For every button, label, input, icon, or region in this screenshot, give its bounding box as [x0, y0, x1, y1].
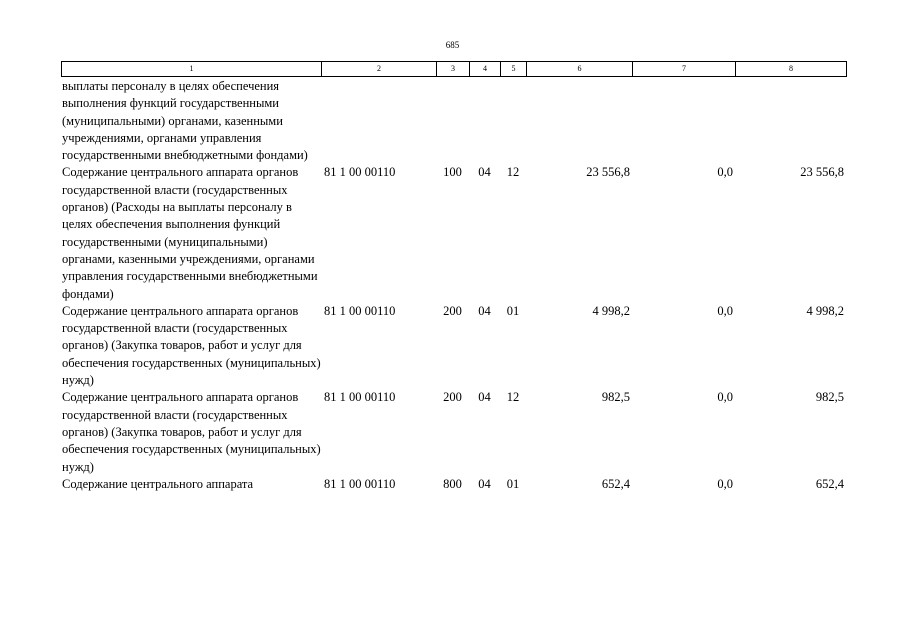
row-code: 81 1 00 00110 [324, 390, 396, 405]
row-col7: 0,0 [717, 476, 733, 491]
row-col6: 652,4 [601, 476, 630, 491]
column-header-4: 4 [470, 62, 501, 77]
row-code: 81 1 00 00110 [324, 165, 396, 180]
row-col3: 200 [443, 390, 462, 405]
row-col3: 800 [443, 476, 462, 491]
row-col3: 200 [443, 303, 462, 318]
row-name: Содержание центрального аппарата [62, 476, 254, 491]
row-col6: 4 998,2 [592, 303, 630, 318]
column-header-7: 7 [633, 62, 736, 77]
row-col8 [735, 78, 846, 164]
row-col7: 0,0 [717, 390, 733, 405]
row-col7 [632, 78, 735, 164]
row-col6: 982,5 [601, 390, 630, 405]
budget-table [61, 78, 846, 493]
table-row [61, 78, 846, 164]
row-code: 81 1 00 00110 [324, 476, 396, 491]
column-header-1: 1 [62, 62, 322, 77]
table-row [61, 164, 846, 302]
row-col8: 652,4 [815, 476, 844, 491]
row-col8: 23 556,8 [800, 165, 844, 180]
column-header-table [61, 61, 847, 77]
row-col8: 4 998,2 [806, 303, 844, 318]
row-col4 [469, 78, 500, 164]
column-header-8: 8 [736, 62, 847, 77]
column-header-row [62, 62, 847, 77]
page-number: 685 [445, 40, 460, 50]
table-row [61, 476, 846, 493]
row-col5 [500, 78, 526, 164]
row-col6: 23 556,8 [586, 165, 630, 180]
column-header-5: 5 [501, 62, 527, 77]
row-col5: 01 [506, 303, 520, 318]
row-col5: 12 [506, 165, 520, 180]
table-row [61, 303, 846, 389]
row-col4: 04 [478, 303, 491, 318]
row-col8: 982,5 [815, 390, 844, 405]
row-col4: 04 [478, 476, 491, 491]
row-col5: 01 [506, 476, 520, 491]
row-col7: 0,0 [717, 165, 733, 180]
row-name: Содержание центрального аппарата органов государственной власти (государственных органов) (Закупка товаров, работ и услуг для обеспечения государственных (муниципальных) нужд) [62, 303, 321, 388]
row-name: Содержание центрального аппарата органов государственной власти (государственных органов) (Закупка товаров, работ и услуг для обеспечения государственных (муниципальных) нужд) [62, 390, 321, 474]
row-col3 [436, 78, 469, 164]
row-col4: 04 [478, 390, 491, 405]
row-code: 81 1 00 00110 [324, 303, 396, 318]
row-name: выплаты персоналу в целях обеспечения выполнения функций государственными (муниципальными) органами, казенными учреждениями, органами управления государственными внебюджетными фондами) [62, 79, 308, 163]
column-header-2: 2 [322, 62, 437, 77]
row-col7: 0,0 [717, 303, 733, 318]
column-header-3: 3 [437, 62, 470, 77]
table-row [61, 389, 846, 475]
row-col6 [526, 78, 632, 164]
row-col3: 100 [443, 165, 462, 180]
column-header-6: 6 [527, 62, 633, 77]
row-code [321, 78, 436, 164]
row-col5: 12 [506, 390, 520, 405]
row-col4: 04 [478, 165, 491, 180]
row-name: Содержание центрального аппарата органов государственной власти (государственных органов) (Расходы на выплаты персоналу в целях обеспечения выполнения функций государственными (муниципальными) органами, казенными учреждениями, органами управления государственными внебюджетными фондами) [62, 165, 318, 301]
